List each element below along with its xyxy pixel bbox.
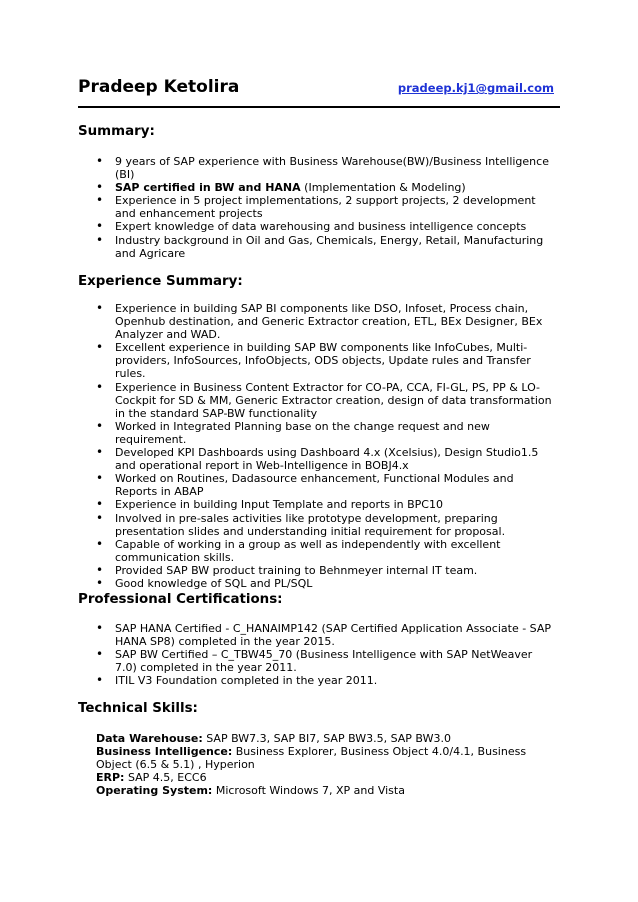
resume-header (78, 76, 560, 108)
list-item: • Experience in building Input Template and reports in BPC10 (96, 498, 556, 511)
list-item: • Involved in pre-sales activities like prototype development, preparing presentation slides and understanding initial requirement for proposal. (96, 512, 556, 538)
list-item: • Developed KPI Dashboards using Dashboard 4.x (Xcelsius), Design Studio1.5 and operational report in Web-Intelligence in BOBJ4.x (96, 446, 556, 472)
summary-list (96, 155, 556, 260)
skill-row: Business Intelligence: Business Explorer, Business Object 4.0/4.1, Business Object (6.5 & 5.1) , Hyperion (96, 745, 527, 772)
email-link[interactable]: pradeep.kj1@gmail.com (397, 81, 554, 95)
list-item: • Provided SAP BW product training to Behnmeyer internal IT team. (96, 564, 556, 577)
list-item: • SAP HANA Certified - C_HANAIMP142 (SAP Certified Application Associate - SAP HANA SP8) completed in the year 2015. (96, 622, 556, 648)
list-item: • Industry background in Oil and Gas, Chemicals, Energy, Retail, Manufacturing and Agricare (96, 234, 556, 260)
certifications-list (96, 622, 556, 687)
list-item: • Good knowledge of SQL and PL/SQL (96, 577, 556, 590)
list-item: • Capable of working in a group as well as independently with excellent communication skills. (96, 538, 556, 564)
list-item: • SAP BW Certified – C_TBW45_70 (Business Intelligence with SAP NetWeaver 7.0) completed in the year 2011. (96, 648, 556, 674)
list-item: • Expert knowledge of data warehousing and business intelligence concepts (96, 220, 556, 233)
skills-heading: Technical Skills: (78, 701, 198, 716)
summary-heading: Summary: (78, 124, 155, 139)
list-item: • Experience in building SAP BI components like DSO, Infoset, Process chain, Openhub destination, and Generic Extractor creation, ETL, BEx Designer, BEx Analyzer and WAD. (96, 302, 556, 341)
list-item: • SAP certified in BW and HANA (Implementation & Modeling) (96, 181, 556, 194)
candidate-name: Pradeep Ketolira (78, 77, 240, 97)
skill-row: Data Warehouse: SAP BW7.3, SAP BI7, SAP BW3.5, SAP BW3.0 (96, 732, 451, 745)
list-item: • 9 years of SAP experience with Business Warehouse(BW)/Business Intelligence (BI) (96, 155, 556, 181)
experience-list (96, 302, 556, 590)
certifications-heading: Professional Certifications: (78, 592, 283, 607)
list-item: • Excellent experience in building SAP BW components like InfoCubes, Multi-providers, InfoSources, InfoObjects, ODS objects, Update rules and Transfer rules. (96, 341, 556, 380)
list-item: • ITIL V3 Foundation completed in the year 2011. (96, 674, 556, 687)
list-item: • Experience in 5 project implementations, 2 support projects, 2 development and enhancement projects (96, 194, 556, 220)
skill-row: Operating System: Microsoft Windows 7, XP and Vista (96, 784, 405, 798)
list-item: • Experience in Business Content Extractor for CO-PA, CCA, FI-GL, PS, PP & LO-Cockpit for SD & MM, Generic Extractor creation, design of data transformation in the standard SAP-BW functionality (96, 381, 556, 420)
list-item: • Worked on Routines, Dadasource enhancement, Functional Modules and Reports in ABAP (96, 472, 556, 498)
list-item: • Worked in Integrated Planning base on the change request and new requirement. (96, 420, 556, 446)
experience-heading: Experience Summary: (78, 274, 243, 289)
skill-row: ERP: SAP 4.5, ECC6 (96, 771, 207, 785)
skills-block (96, 732, 554, 797)
